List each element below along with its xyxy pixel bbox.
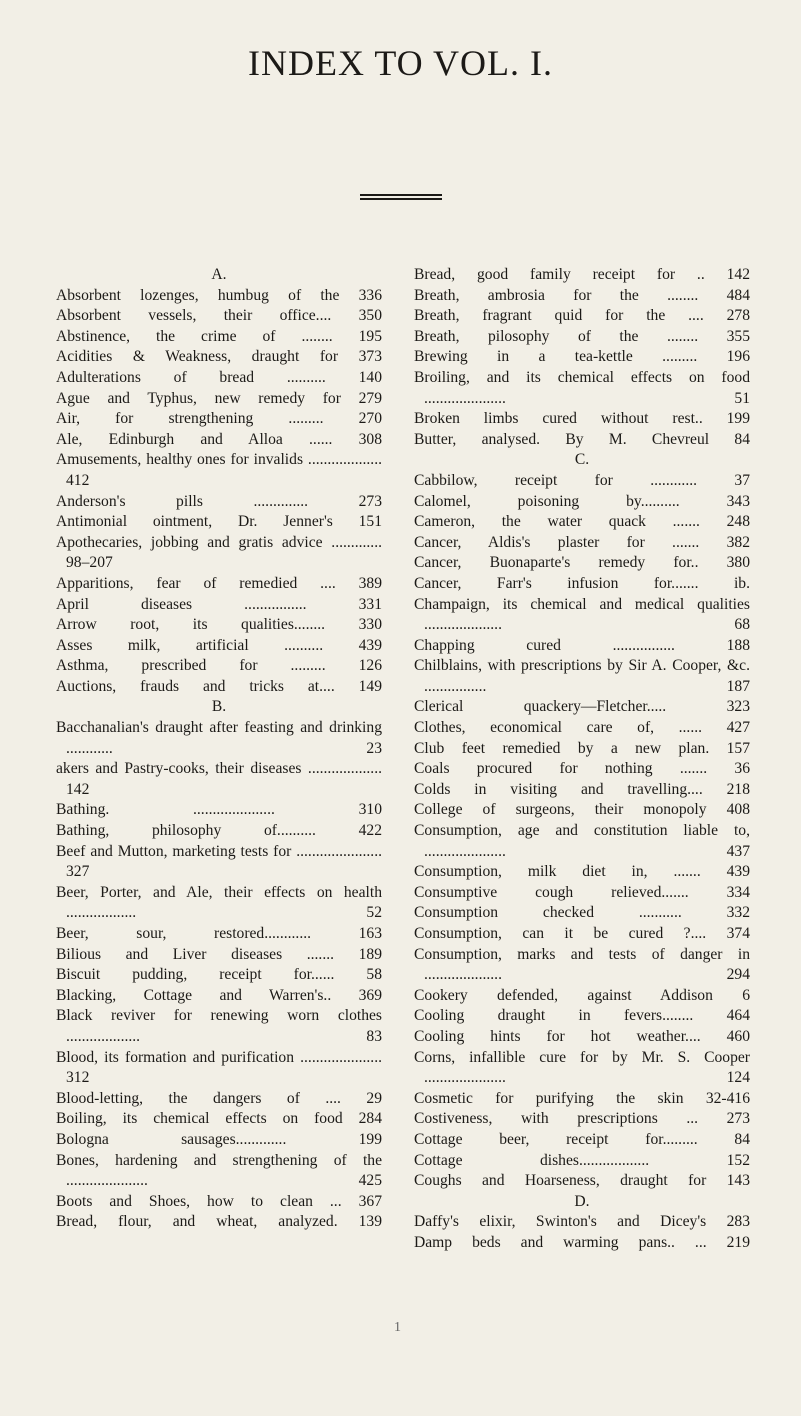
- index-entry: Brewing in a tea-kettle ......... 196: [414, 348, 750, 366]
- index-entry: Black reviver for renewing worn clothes ................... 83: [56, 1007, 382, 1045]
- index-entry: Cooling draught in fevers........ 464: [414, 1007, 750, 1025]
- index-entry: Calomel, poisoning by.......... 343: [414, 492, 750, 510]
- index-entry: Coals procured for nothing ....... 36: [414, 760, 750, 778]
- index-entry: Chapping cured ................ 188: [414, 636, 750, 654]
- index-entry: Bathing. ..................... 310: [56, 801, 382, 819]
- index-entry: Consumption, can it be cured ?.... 374: [414, 925, 750, 942]
- index-entry: akers and Pastry-cooks, their diseases ................... 142: [56, 760, 382, 798]
- index-entry: Cancer, Buonaparte's remedy for.. 380: [414, 554, 750, 572]
- index-entry: Ague and Typhus, new remedy for 279: [56, 389, 382, 407]
- index-entry: Cottage beer, receipt for......... 84: [414, 1130, 750, 1148]
- index-entry: Champaign, its chemical and medical qualities .................... 68: [414, 595, 750, 634]
- index-entry: Cooling hints for hot weather.... 460: [414, 1027, 750, 1045]
- index-entry: Bread, good family receipt for .. 142: [414, 266, 750, 283]
- index-entry: Chilblains, with prescriptions by Sir A. Cooper, &c. ................ 187: [414, 657, 750, 695]
- index-entry: Bathing, philosophy of.......... 422: [56, 822, 382, 840]
- index-entry: Boiling, its chemical effects on food 284: [56, 1110, 382, 1128]
- index-entry: Beer, sour, restored............ 163: [56, 925, 382, 942]
- section-letter: B.: [211, 698, 227, 716]
- index-entry: Cookery defended, against Addison 6: [414, 986, 750, 1004]
- index-entry: Asthma, prescribed for ......... 126: [56, 657, 382, 675]
- index-entry: Club feet remedied by a new plan. 157: [414, 739, 750, 757]
- index-entry: Apothecaries, jobbing and gratis advice ............. 98–207: [56, 533, 382, 572]
- index-entry: Biscuit pudding, receipt for...... 58: [56, 966, 382, 984]
- index-entry: Ale, Edinburgh and Alloa ...... 308: [56, 430, 382, 448]
- index-entry: Acidities & Weakness, draught for 373: [56, 348, 382, 366]
- index-entry: Beer, Porter, and Ale, their effects on health .................. 52: [56, 883, 382, 922]
- index-entry: Amusements, healthy ones for invalids ................... 412: [56, 451, 382, 489]
- index-entry: College of surgeons, their monopoly 408: [414, 801, 750, 819]
- index-entry: Coughs and Hoarseness, draught for 143: [414, 1172, 750, 1190]
- index-column-right: [414, 265, 750, 1254]
- index-entry: Breath, pilosophy of the ........ 355: [414, 327, 750, 345]
- index-entry: Adulterations of bread .......... 140: [56, 368, 382, 386]
- index-entry: Blood, its formation and purification ..................... 312: [56, 1048, 382, 1087]
- index-entry: Cancer, Aldis's plaster for ....... 382: [414, 533, 750, 551]
- page-title: INDEX TO VOL. I.: [248, 43, 553, 83]
- index-entry: Auctions, frauds and tricks at.... 149: [56, 677, 382, 695]
- index-entry: Cabbilow, receipt for ............ 37: [414, 471, 750, 489]
- index-entry: Breath, ambrosia for the ........ 484: [414, 286, 750, 304]
- section-letter: A.: [211, 266, 227, 283]
- index-entry: Breath, fragrant quid for the .... 278: [414, 307, 750, 325]
- index-entry: Absorbent vessels, their office.... 350: [56, 307, 382, 325]
- index-entry: Anderson's pills .............. 273: [56, 492, 382, 510]
- index-entry: Asses milk, artificial .......... 439: [56, 636, 382, 654]
- index-entry: Clothes, economical care of, ...... 427: [414, 719, 750, 737]
- index-entry: Bones, hardening and strengthening of the ..................... 425: [56, 1151, 382, 1190]
- index-entry: Broken limbs cured without rest.. 199: [414, 410, 750, 428]
- index-entry: Cancer, Farr's infusion for....... ib.: [414, 574, 750, 592]
- index-entry: Consumption, milk diet in, ....... 439: [414, 863, 750, 881]
- index-entry: Cosmetic for purifying the skin 32-416: [414, 1089, 750, 1107]
- index-entry: Daffy's elixir, Swinton's and Dicey's 283: [414, 1213, 750, 1231]
- index-entry: Colds in visiting and travelling.... 218: [414, 780, 750, 798]
- index-entry: Consumption, marks and tests of danger in .................... 294: [414, 945, 750, 984]
- index-entry: Bologna sausages............. 199: [56, 1130, 382, 1148]
- title-rule-lower: [360, 198, 442, 200]
- title-rule-upper: [360, 194, 442, 196]
- index-entry: Blacking, Cottage and Warren's.. 369: [56, 986, 382, 1004]
- index-entry: Arrow root, its qualities........ 330: [56, 616, 382, 634]
- index-entry: Boots and Shoes, how to clean ... 367: [56, 1192, 382, 1210]
- index-entry: Bacchanalian's draught after feasting and drinking ............ 23: [56, 719, 382, 757]
- index-entry: Beef and Mutton, marketing tests for ...................... 327: [56, 842, 382, 881]
- index-entry: Bread, flour, and wheat, analyzed. 139: [56, 1213, 382, 1231]
- index-entry: Corns, infallible cure for by Mr. S. Cooper ..................... 124: [414, 1048, 750, 1087]
- index-entry: Cottage dishes.................. 152: [414, 1151, 750, 1169]
- index-entry: Cameron, the water quack ....... 248: [414, 513, 750, 531]
- index-entry: Abstinence, the crime of ........ 195: [56, 327, 382, 345]
- index-entry: Broiling, and its chemical effects on food ..................... 51: [414, 368, 750, 407]
- section-letter: D.: [574, 1192, 590, 1210]
- index-entry: Clerical quackery—Fletcher..... 323: [414, 698, 750, 716]
- index-entry: Butter, analysed. By M. Chevreul 84: [414, 430, 750, 448]
- index-entry: Costiveness, with prescriptions ... 273: [414, 1110, 750, 1128]
- index-entry: Bilious and Liver diseases ....... 189: [56, 945, 382, 963]
- index-entry: Absorbent lozenges, humbug of the 336: [56, 286, 382, 304]
- index-entry: April diseases ................ 331: [56, 595, 382, 613]
- index-entry: Air, for strengthening ......... 270: [56, 410, 382, 428]
- footer-mark: 1: [394, 1320, 401, 1335]
- index-entry: Blood-letting, the dangers of .... 29: [56, 1089, 382, 1107]
- index-entry: Apparitions, fear of remedied .... 389: [56, 574, 382, 592]
- index-entry: Consumption, age and constitution liable to, ..................... 437: [414, 822, 750, 860]
- index-entry: Consumptive cough relieved....... 334: [414, 883, 750, 901]
- index-entry: Antimonial ointment, Dr. Jenner's 151: [56, 513, 382, 531]
- index-entry: Damp beds and warming pans.. ... 219: [414, 1233, 750, 1251]
- index-column-left: [56, 265, 382, 1233]
- section-letter: C.: [574, 451, 590, 469]
- index-entry: Consumption checked ........... 332: [414, 904, 750, 922]
